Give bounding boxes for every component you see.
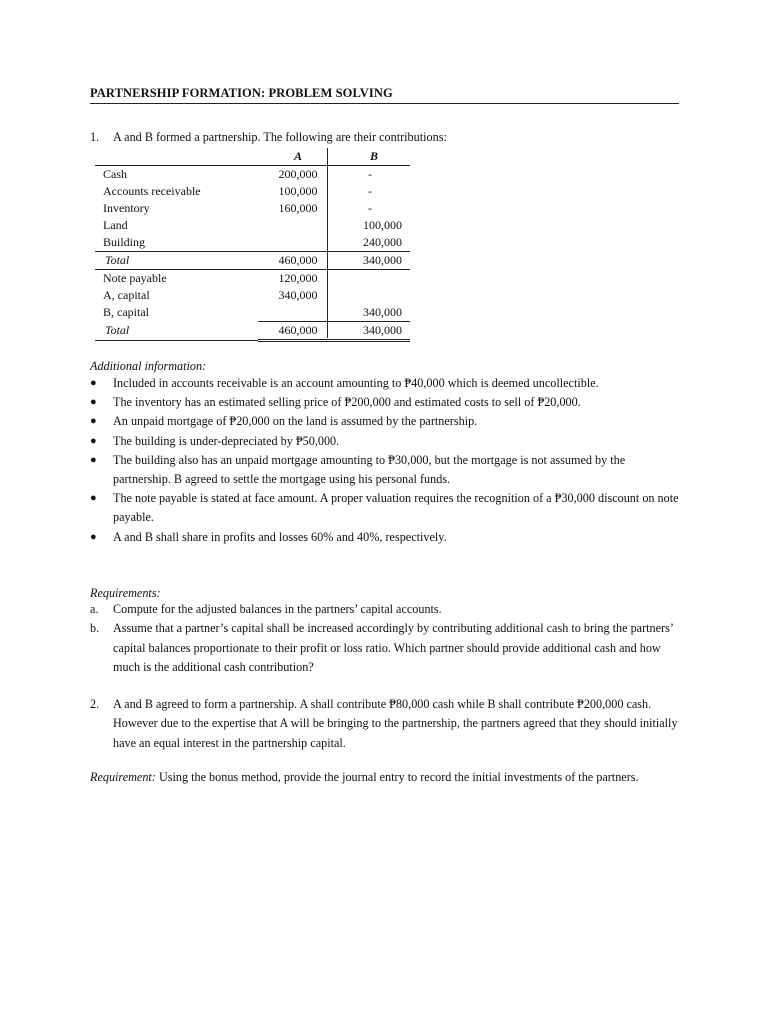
table-row: [95, 270, 410, 288]
cell-a: 160,000: [278, 201, 318, 215]
cell-b: 340,000: [363, 305, 402, 319]
total-a: 460,000: [258, 322, 338, 341]
requirements-list: [90, 600, 680, 678]
table-row: [95, 217, 410, 234]
table-row: [95, 183, 410, 200]
list-item-text: Compute for the adjusted balances in the partners’ capital accounts.: [113, 602, 442, 616]
list-item: [90, 528, 680, 547]
cell-a: [258, 234, 338, 252]
list-marker: a.: [90, 602, 99, 616]
bullet-icon: ●: [90, 415, 97, 428]
row-label: A, capital: [103, 288, 150, 302]
assets-total-row: [95, 252, 410, 270]
table-column-divider: [327, 148, 328, 338]
cell-b: [338, 287, 410, 304]
list-item: [90, 451, 680, 489]
table-row: [95, 287, 410, 304]
cell-b: -: [368, 167, 372, 181]
row-label: B, capital: [103, 305, 149, 320]
page-title: PARTNERSHIP FORMATION: PROBLEM SOLVING: [90, 86, 393, 100]
bullet-icon: ●: [90, 396, 97, 409]
problem-1-number: 1.: [90, 130, 100, 144]
table-header-row: [95, 148, 410, 166]
bullet-icon: ●: [90, 377, 97, 389]
cell-b: -: [368, 201, 372, 215]
list-item-text: The inventory has an estimated selling price of ₱200,000 and estimated costs to sell of ₱20,000.: [113, 395, 581, 410]
problem-1-intro: [90, 130, 447, 145]
list-item-text: The building also has an unpaid mortgage amounting to ₱30,000, but the mortgage is not assumed by the partnership. B agreed to settle the mortgage using his personal funds.: [113, 452, 626, 487]
problem-2-text: A and B agreed to form a partnership. A shall contribute ₱80,000 cash while B shall contribute ₱200,000 cash. However due to the expertise that A will be bringing to the partnership, the partners agreed that they should initially have an equal interest in the partnership capital.: [113, 697, 678, 750]
list-item: [90, 489, 680, 527]
list-item-text: An unpaid mortgage of ₱20,000 on the land is assumed by the partnership.: [113, 414, 478, 429]
total-b: 340,000: [338, 322, 410, 341]
problem-2-requirement-label: Requirement:: [90, 770, 156, 784]
total-a: 460,000: [258, 252, 338, 270]
row-label: Inventory: [103, 201, 150, 215]
cell-a: 340,000: [278, 288, 318, 302]
problem-2: [90, 695, 680, 753]
list-item: [90, 619, 680, 677]
list-item-text: Assume that a partner’s capital shall be increased accordingly by contributing additional cash to bring the partners’ capital balances proportionate to their profit or loss ratio. Which partner should provide additional cash and how much is the additional cash contribution?: [113, 621, 673, 675]
row-label: Accounts receivable: [103, 184, 201, 198]
list-item-text: The note payable is stated at face amount. A proper valuation requires the recognition of a ₱30,000 discount on note payable.: [113, 491, 679, 525]
additional-info-list: [90, 374, 680, 547]
bullet-icon: ●: [90, 453, 97, 466]
cell-b: -: [368, 184, 372, 198]
row-label: Building: [103, 235, 146, 249]
bullet-icon: ●: [90, 434, 97, 447]
bullet-icon: ●: [90, 530, 97, 543]
table-row: [95, 304, 410, 322]
liabilities-total-row: [95, 322, 410, 341]
list-item: [90, 432, 680, 451]
problem-2-requirement-text: Using the bonus method, provide the journal entry to record the initial investments of the partners.: [158, 770, 639, 784]
cell-b: 240,000: [363, 235, 402, 249]
column-header-a: A: [258, 148, 338, 166]
list-item: [90, 412, 680, 431]
table-row: [95, 200, 410, 217]
cell-b: 100,000: [363, 218, 402, 232]
table-row: [95, 166, 410, 184]
cell-a: 120,000: [258, 270, 338, 288]
cell-b: [338, 270, 410, 288]
row-label: Cash: [103, 167, 127, 181]
cell-a: 200,000: [278, 167, 318, 181]
cell-a: [258, 217, 338, 234]
list-item: [90, 374, 680, 393]
list-item-text: Included in accounts receivable is an account amounting to ₱40,000 which is deemed uncollectible.: [113, 376, 599, 390]
total-label: Total: [95, 322, 258, 341]
list-item-text: The building is under-depreciated by ₱50,000.: [113, 433, 340, 448]
problem-2-number: 2.: [90, 697, 100, 711]
column-header-b: B: [338, 148, 410, 166]
total-b: 340,000: [338, 252, 410, 270]
list-item-text: A and B shall share in profits and losses 60% and 40%, respectively.: [113, 529, 447, 544]
cell-a: 100,000: [278, 184, 318, 198]
contributions-table: [95, 148, 410, 342]
problem-2-requirement: [90, 769, 680, 787]
total-label: Total: [95, 252, 258, 270]
row-label: Note payable: [95, 270, 258, 288]
table-row: [95, 234, 410, 252]
additional-info-label: Additional information:: [90, 359, 207, 373]
list-item: [90, 600, 680, 619]
row-label: Land: [103, 218, 128, 232]
bullet-icon: ●: [90, 492, 97, 505]
list-marker: b.: [90, 621, 100, 636]
list-item: [90, 393, 680, 412]
title-divider: [90, 103, 679, 104]
cell-a: [258, 304, 338, 322]
requirements-label: Requirements:: [90, 586, 161, 600]
problem-1-intro-text: A and B formed a partnership. The following are their contributions:: [113, 130, 447, 144]
table-header-blank: [95, 148, 258, 166]
